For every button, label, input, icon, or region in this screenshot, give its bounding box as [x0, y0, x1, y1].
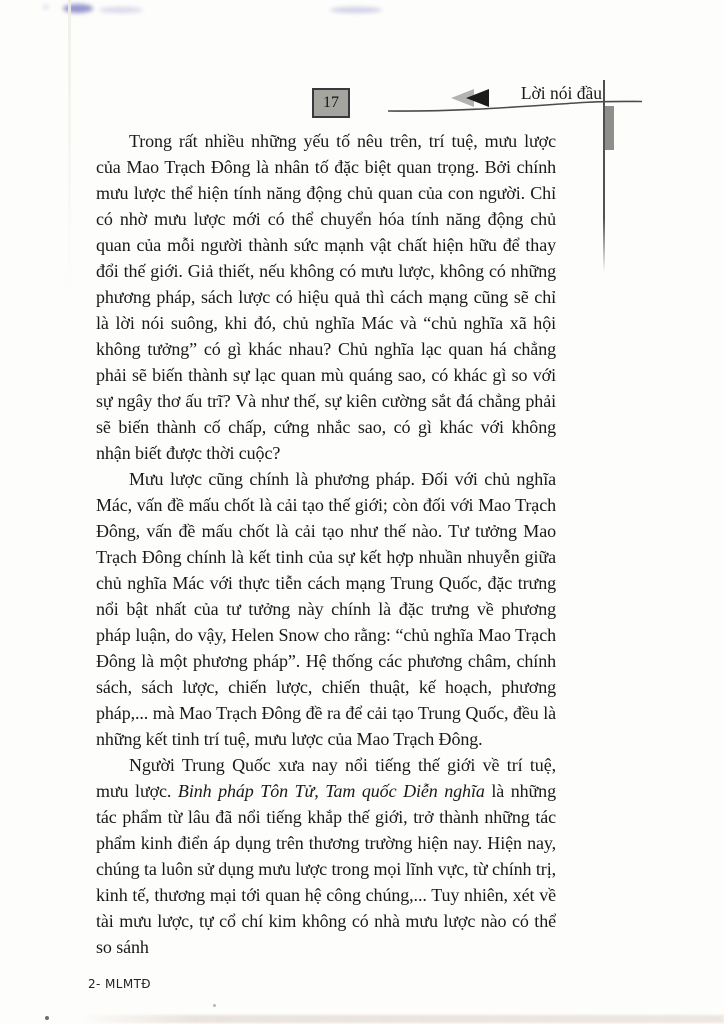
paragraph-text: Người Trung Quốc xưa nay nổi tiếng thế giới về trí tuệ, mưu lược. [96, 755, 556, 801]
page-number-box [312, 88, 350, 118]
page-crease-line [68, 0, 71, 300]
scan-speck [213, 1004, 216, 1007]
ink-smudge [44, 5, 48, 9]
paragraph-text: Trong rất nhiều những yếu tố nêu trên, trí tuệ, mưu lược của Mao Trạch Đông là nhân tố đặc biệt quan trọng. Bởi chính mưu lược thể hiện tính năng động chủ quan của con người. Chỉ có nhờ mưu lược mới có thể chuyển hóa tính năng động chủ quan của mỗi người thành sức mạnh vật chất hiện hữu để thay đổi thế giới. Giả thiết, nếu không có mưu lược, không có những phương pháp, sách lược có hiệu quả thì cách mạng cũng sẽ chỉ là lời nói suông, khi đó, chủ nghĩa Mác và “chủ nghĩa xã hội không tưởng” có gì khác nhau? Chủ nghĩa lạc quan há chẳng phải sẽ biến thành sự lạc quan mù quáng sao, có khác gì so với sự ngây thơ ấu trĩ? Và như thế, sự kiên cường sắt đá chẳng phải sẽ biến thành cố chấp, cứng nhắc sao, có gì khác với không nhận biết được thời cuộc? [96, 131, 556, 463]
paragraph-text: là những tác phẩm từ lâu đã nổi tiếng khắp thế giới, trở thành những tác phẩm kinh điển áp dụng trên thương trường hiện nay. Hiện nay, chúng ta luôn sử dụng mưu lược trong mọi lĩnh vực, từ chính trị, kinh tế, thương mại tới quan hệ công chúng,... Tuy nhiên, xét về tài mưu lược, tự cổ chí kim không có nhà mưu lược nào có thể so sánh [96, 781, 556, 957]
section-title: Lời nói đầu [520, 83, 602, 103]
paragraph [96, 128, 556, 466]
footer-signature: 2- MLMTĐ [88, 977, 152, 991]
paragraph-text: Mưu lược cũng chính là phương pháp. Đối với chủ nghĩa Mác, vấn đề mấu chốt là cải tạo thế giới; còn đối với Mao Trạch Đông, vấn đề mấu chốt là cải tạo như thế nào. Tư tưởng Mao Trạch Đông chính là kết tinh của sự kết hợp nhuần nhuyễn giữa chủ nghĩa Mác với thực tiễn cách mạng Trung Quốc, đặc trưng nổi bật nhất của tư tưởng này chính là đặc trưng về phương pháp luận, do vậy, Helen Snow cho rằng: “chủ nghĩa Mao Trạch Đông là một phương pháp”. Hệ thống các phương châm, chính sách, sách lược, chiến lược, chiến thuật, kế hoạch, phương pháp,... mà Mao Trạch Đông đề ra để cải tạo Trung Quốc, đều là những kết tinh trí tuệ, mưu lược của Mao Trạch Đông. [96, 469, 556, 749]
page-number: 17 [323, 94, 339, 111]
page-bottom-edge-shadow [80, 1015, 724, 1023]
body-text-column [96, 128, 556, 960]
paragraph [96, 752, 556, 960]
bookmark-tab-icon [605, 106, 614, 150]
book-title-italic: Binh pháp Tôn Tử, Tam quốc Diễn nghĩa [177, 781, 485, 801]
scan-speck [45, 1016, 49, 1020]
paragraph [96, 466, 556, 752]
ink-smudge [99, 7, 143, 13]
ink-smudge [330, 7, 382, 13]
